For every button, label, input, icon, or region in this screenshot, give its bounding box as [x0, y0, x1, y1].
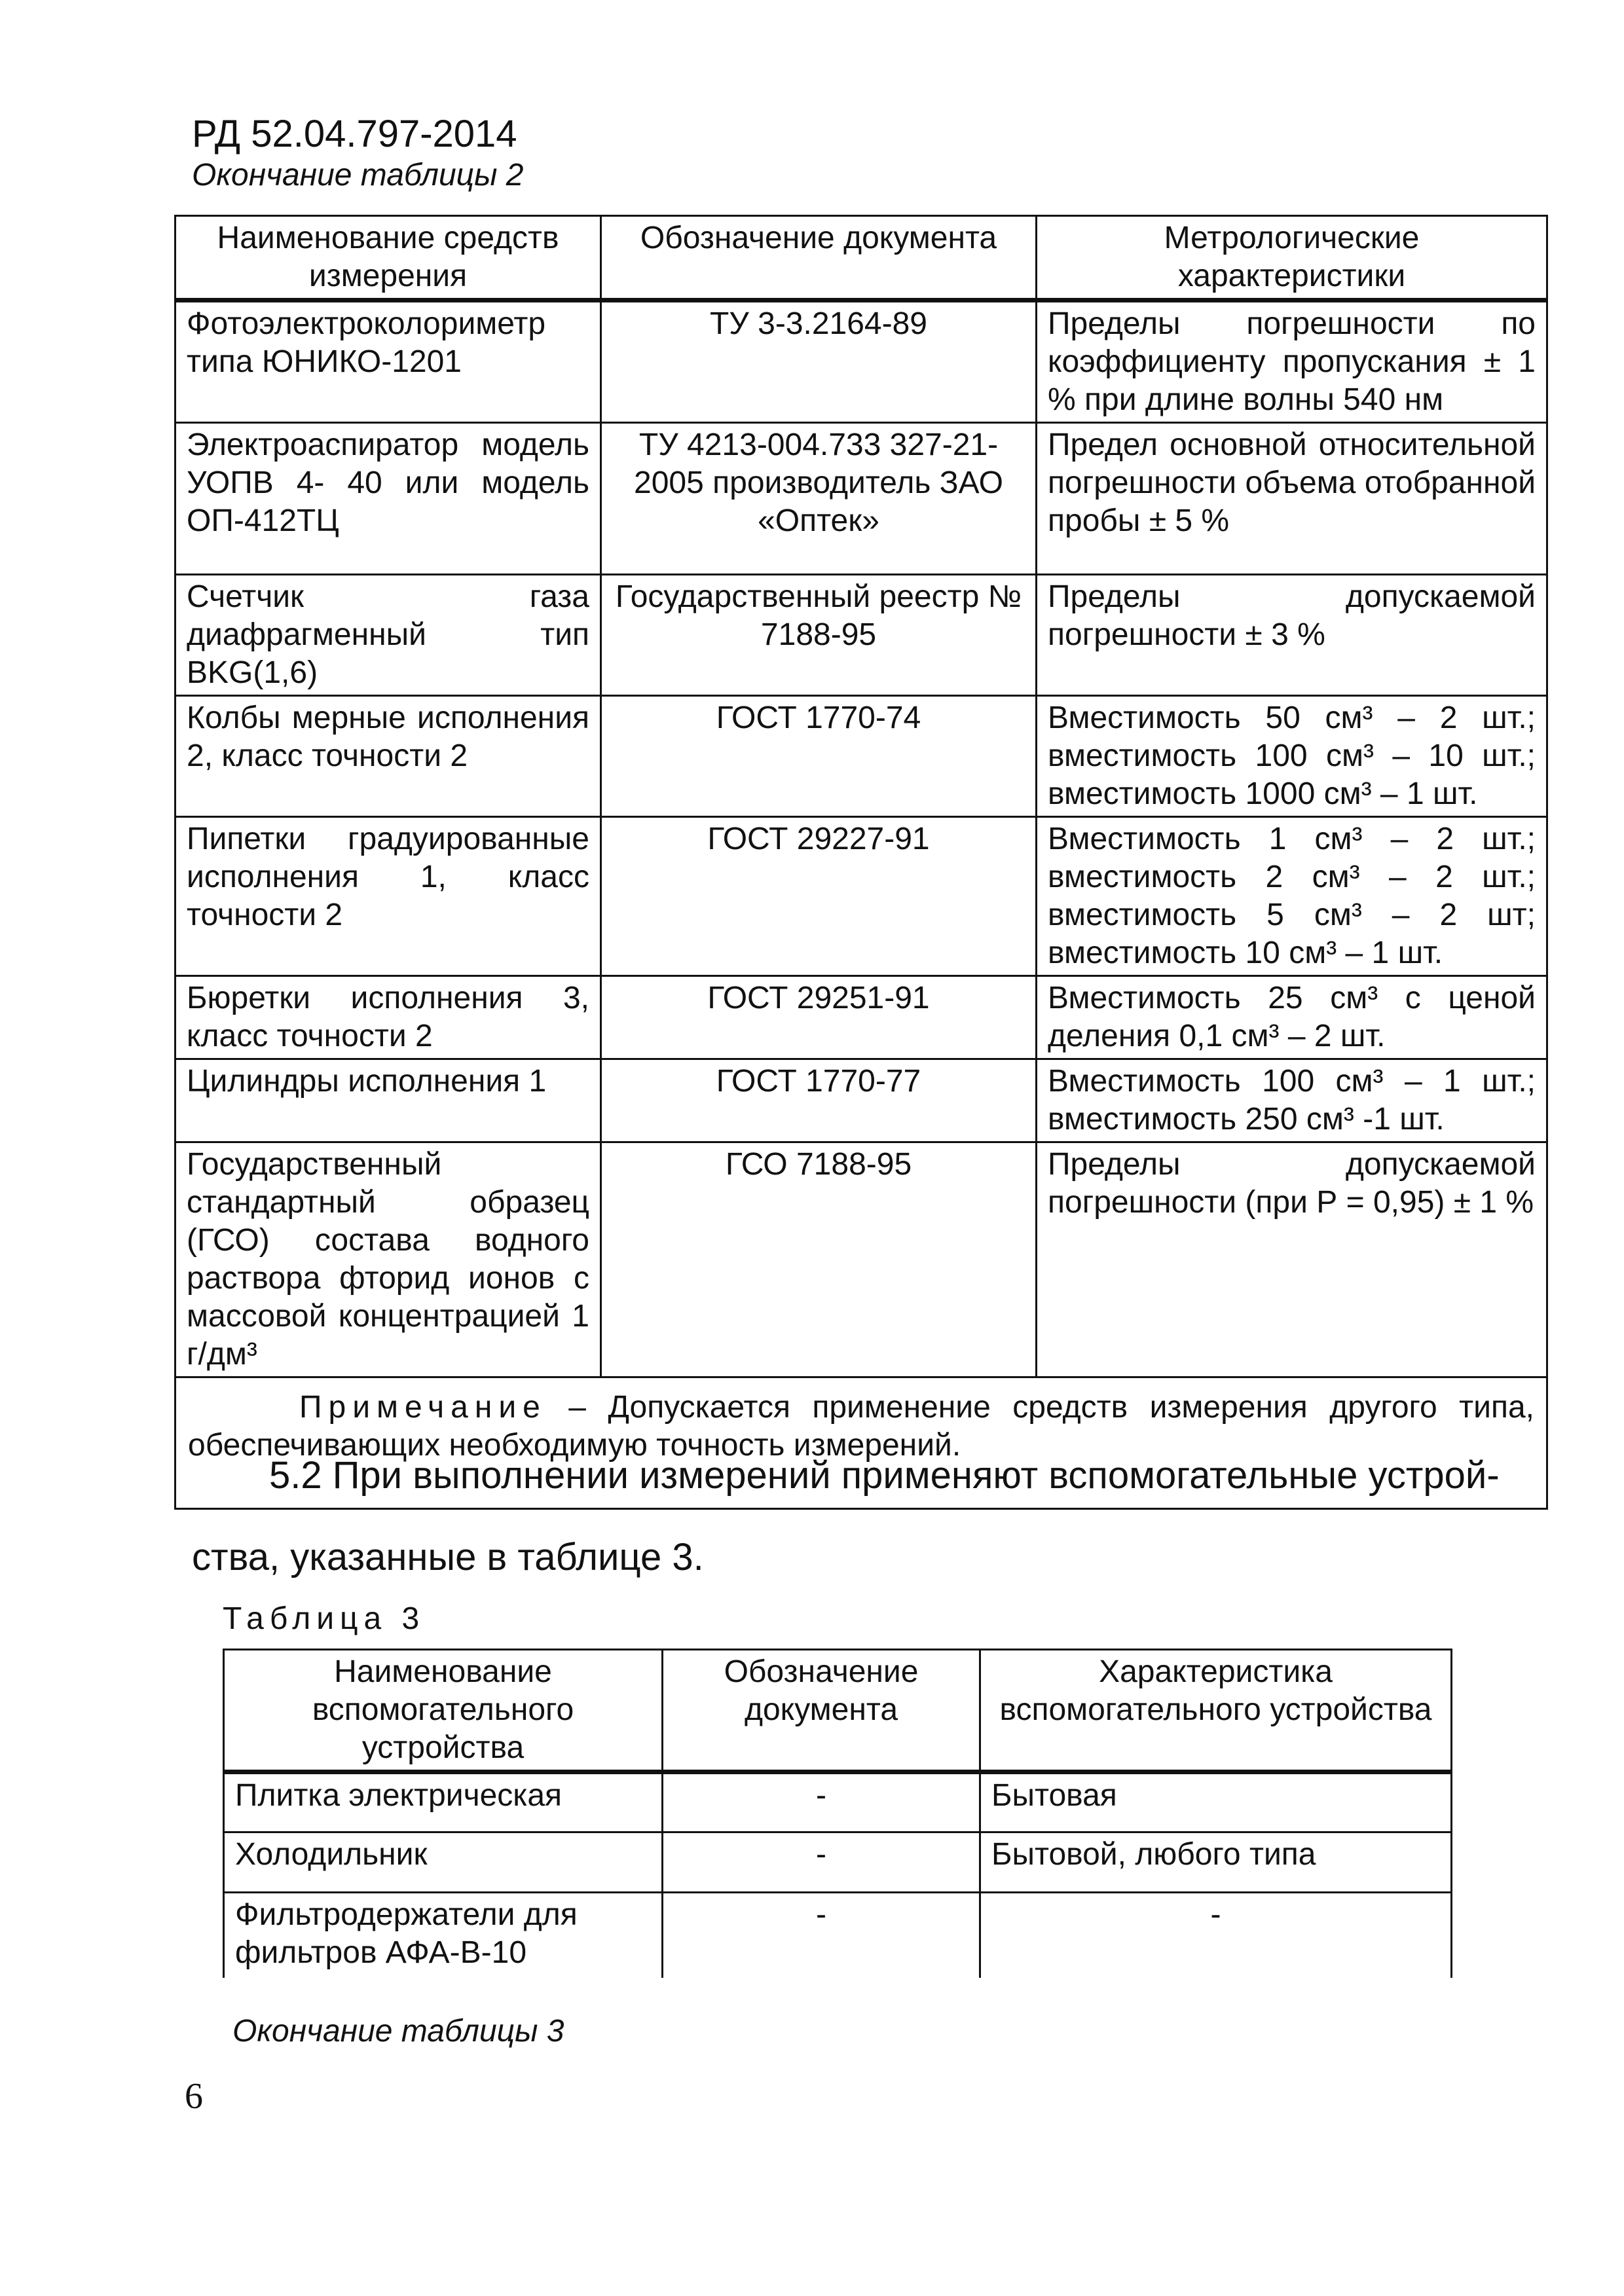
document-designation: Государственный реестр № 7188-95 — [601, 575, 1037, 696]
device-name: Фильтродержатели для фильтров АФА-В-10 — [224, 1893, 663, 1978]
measuring-instruments-table — [174, 215, 1548, 1510]
document-designation: ГОСТ 1770-74 — [601, 696, 1037, 817]
paragraph-5-2-line-1: 5.2 При выполнении измерений применяют вспомогательные устрой- — [269, 1454, 1500, 1497]
auxiliary-devices-table — [223, 1649, 1452, 1978]
table-row — [175, 696, 1547, 817]
instrument-name: Цилиндры исполнения 1 — [175, 1059, 601, 1142]
device-name: Холодильник — [224, 1832, 663, 1893]
table-row — [175, 976, 1547, 1059]
table-row — [224, 1832, 1452, 1893]
column-header: Наименование средств измерения — [175, 216, 601, 301]
instrument-name: Пипетки градуированные исполнения 1, класс точности 2 — [175, 817, 601, 976]
table-header-row — [175, 216, 1547, 301]
note-text: – Допускается применение средств измерения другого типа, обеспечивающих необходимую точность измерений. — [188, 1390, 1534, 1463]
table-3-title: Таблица 3 — [223, 1601, 426, 1636]
device-characteristic: - — [980, 1893, 1452, 1978]
column-header: Обозначение документа — [663, 1650, 980, 1772]
table-row — [175, 1142, 1547, 1377]
column-header: Метрологические характеристики — [1037, 216, 1547, 301]
instrument-name: Фотоэлектроколориметр типа ЮНИКО-1201 — [175, 301, 601, 423]
metrological-characteristics: Предел основной относительной погрешности объема отобранной пробы ± 5 % — [1037, 423, 1547, 575]
table-row — [175, 1059, 1547, 1142]
document-designation: ГОСТ 29227-91 — [601, 817, 1037, 976]
document-designation: ГОСТ 1770-77 — [601, 1059, 1037, 1142]
instrument-name: Бюретки исполнения 3, класс точности 2 — [175, 976, 601, 1059]
document-designation: ГСО 7188-95 — [601, 1142, 1037, 1377]
note-label: Примечание — [299, 1390, 547, 1425]
column-header: Обозначение документа — [601, 216, 1037, 301]
table-row — [224, 1893, 1452, 1978]
document-designation: ТУ 3-3.2164-89 — [601, 301, 1037, 423]
metrological-characteristics: Пределы погрешности по коэффициенту пропускания ± 1 % при длине волны 540 нм — [1037, 301, 1547, 423]
device-characteristic: Бытовой, любого типа — [980, 1832, 1452, 1893]
table-row — [175, 817, 1547, 976]
table-3-continuation-caption: Окончание таблицы 3 — [232, 2014, 564, 2049]
metrological-characteristics: Пределы допускаемой погрешности ± 3 % — [1037, 575, 1547, 696]
instrument-name: Государственный стандартный образец (ГСО) состава водного раствора фторид ионов с массовой концентрацией 1 г/дм³ — [175, 1142, 601, 1377]
document-code: РД 52.04.797-2014 — [192, 113, 517, 155]
metrological-characteristics: Вместимость 25 см³ с ценой деления 0,1 см³ – 2 шт. — [1037, 976, 1547, 1059]
metrological-characteristics: Вместимость 50 см³ – 2 шт.; вместимость 100 см³ – 10 шт.; вместимость 1000 см³ – 1 шт. — [1037, 696, 1547, 817]
document-designation: - — [663, 1772, 980, 1832]
device-name: Плитка электрическая — [224, 1772, 663, 1832]
table-row — [175, 423, 1547, 575]
page-number: 6 — [185, 2076, 203, 2117]
metrological-characteristics: Вместимость 1 см³ – 2 шт.; вместимость 2 см³ – 2 шт.; вместимость 5 см³ – 2 шт; вместимость 10 см³ – 1 шт. — [1037, 817, 1547, 976]
table-row — [224, 1772, 1452, 1832]
instrument-name: Колбы мерные исполнения 2, класс точности 2 — [175, 696, 601, 817]
table-continuation-caption: Окончание таблицы 2 — [192, 158, 524, 192]
table-row — [175, 575, 1547, 696]
document-designation: ГОСТ 29251-91 — [601, 976, 1037, 1059]
metrological-characteristics: Вместимость 100 см³ – 1 шт.; вместимость 250 см³ -1 шт. — [1037, 1059, 1547, 1142]
table-header-row — [224, 1650, 1452, 1772]
instrument-name: Счетчик газа диафрагменный тип BKG(1,6) — [175, 575, 601, 696]
table-row — [175, 301, 1547, 423]
column-header: Наименование вспомогательного устройства — [224, 1650, 663, 1772]
device-characteristic: Бытовая — [980, 1772, 1452, 1832]
column-header: Характеристика вспомогательного устройства — [980, 1650, 1452, 1772]
document-designation: - — [663, 1832, 980, 1893]
instrument-name: Электроаспиратор модель УОПВ 4- 40 или модель ОП-412ТЦ — [175, 423, 601, 575]
document-designation: - — [663, 1893, 980, 1978]
metrological-characteristics: Пределы допускаемой погрешности (при Р = 0,95) ± 1 % — [1037, 1142, 1547, 1377]
document-designation: ТУ 4213-004.733 327-21-2005 производитель ЗАО «Оптек» — [601, 423, 1037, 575]
paragraph-5-2-line-2: ства, указанные в таблице 3. — [192, 1536, 704, 1578]
